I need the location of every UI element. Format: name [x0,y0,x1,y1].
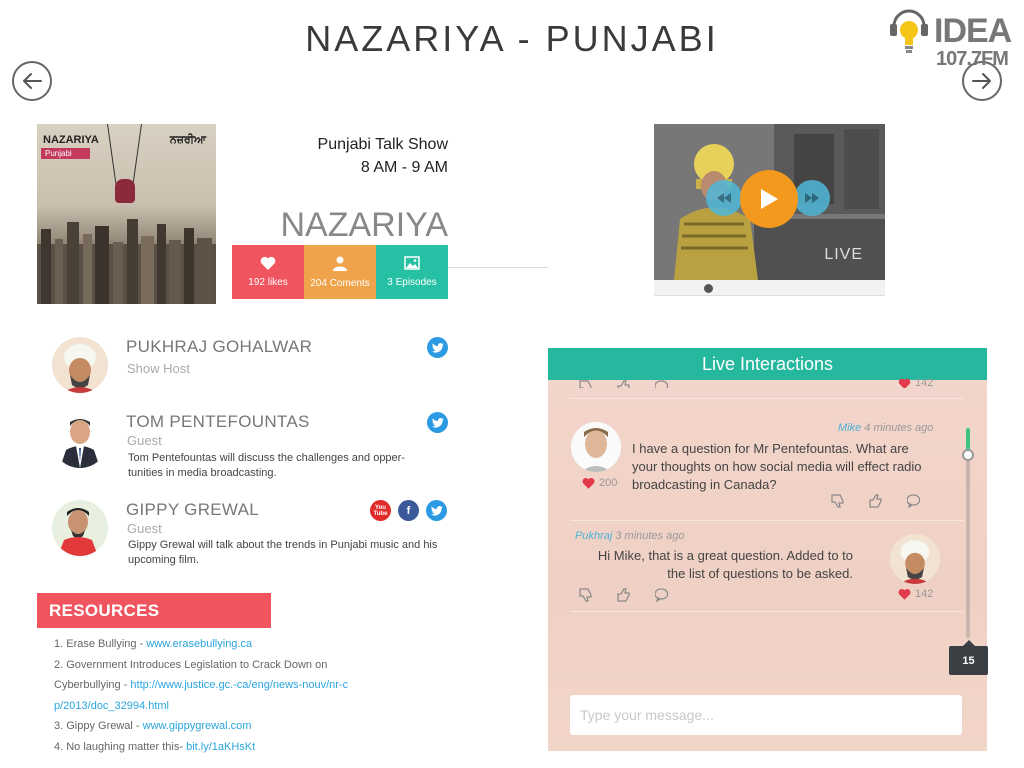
unread-count-badge: 15 [949,646,988,675]
message-avatar [890,534,940,584]
show-name: NAZARIYA [280,206,448,244]
resource-item: 1. Erase Bullying - www.erasebullying.ca [54,638,253,650]
youtube-icon: You Tube [373,504,388,517]
twitter-icon [432,343,444,353]
logo-text: IDEA [934,12,1012,50]
likes-button[interactable] [232,245,304,299]
twitter-button[interactable] [427,412,448,433]
message-actions [830,494,922,508]
avatar [52,412,108,468]
person-guest-2 [52,500,448,570]
divider [448,267,548,268]
video-progress-bar[interactable] [654,280,885,296]
twitter-button[interactable] [427,337,448,358]
comments-button[interactable] [304,245,376,299]
facebook-button[interactable] [398,500,419,521]
arrow-left-icon [21,70,43,92]
like-button[interactable] [616,380,632,388]
comment-icon [907,494,921,508]
play-icon [759,188,779,210]
message-text: I have a question for Mr Pentefountas. What are your thoughts on how social media will effect radio broadcasting in Canada? [632,441,922,492]
message-likes[interactable] [898,588,933,600]
resource-link[interactable]: bit.ly/1aKHsKt [186,740,256,753]
image-icon [404,256,420,270]
album-title: NAZARIYA [43,134,99,146]
message-likes[interactable] [582,477,617,489]
host-avatar-image [52,337,108,393]
comment-icon [655,380,669,388]
message-avatar [571,422,621,472]
guest-avatar-image [52,500,108,556]
message-separator [570,611,964,612]
resource-link[interactable]: www.gippygrewal.com [142,720,252,732]
reply-button[interactable] [654,588,670,602]
heart-icon [898,378,911,388]
message-likes: 142 [898,378,933,388]
heart-icon [260,256,276,270]
thumbs-up-icon [617,588,631,602]
like-count: 142 [915,588,934,600]
chat-scrollbar[interactable] [966,428,970,638]
twitter-icon [431,506,443,516]
episodes-button[interactable] [376,245,448,299]
episodes-count: 3 Episodes [387,277,437,288]
message-actions [578,588,670,602]
like-count: 200 [599,477,618,489]
rewind-button[interactable] [706,180,742,216]
person-role: Guest [127,433,162,448]
dislike-button[interactable] [578,588,594,602]
heart-icon [898,588,911,600]
message-text: Hi Mike, that is a great question. Added to to the list of questions to be asked. [597,548,853,581]
resource-item: 3. Gippy Grewal - www.gippygrewal.com [54,720,252,732]
fast-forward-button[interactable] [794,180,830,216]
person-host [52,337,448,393]
resource-item: 4. No laughing matter this- bit.ly/1aKHsKt [54,740,256,753]
reply-button[interactable] [906,494,922,508]
live-interactions-panel [548,348,987,751]
like-button[interactable] [616,588,632,602]
thumbs-down-icon [579,588,593,602]
resource-link[interactable]: http://www.justice.gc.-ca/eng/news-nouv/nr-cp/2013/doc_32994.html [54,679,349,712]
city-skyline-image [37,204,216,304]
person-guest-1 [52,412,448,479]
user-icon [333,256,347,271]
arrow-right-icon [971,70,993,92]
mike-avatar-image [571,422,621,472]
album-title-punjabi: ਨਜ਼ਰੀਆ [169,134,206,146]
person-name: GIPPY GREWAL [126,500,260,519]
live-label: LIVE [824,246,863,263]
message-actions [578,380,670,388]
message-meta [575,530,684,542]
resources-list [54,634,354,757]
pukhraj-avatar-image [890,534,940,584]
thumbs-down-icon [579,380,593,388]
message-time: 4 minutes ago [864,422,934,434]
message-time: 3 minutes ago [615,530,685,542]
like-button[interactable] [868,494,884,508]
resource-item: 2. Government Introduces Legislation to Crack Down on Cyberbullying - http://www.justice.gc.-ca/eng/news-nouv/nr-cp/2013/doc_32994.html [54,658,349,712]
show-stats [232,245,448,299]
person-name: TOM PENTEFOUNTAS [126,412,310,431]
twitter-icon [432,418,444,428]
person-role: Show Host [127,361,190,376]
thumbs-up-icon [869,494,883,508]
video-progress-knob[interactable] [704,284,713,293]
avatar [52,337,108,393]
station-logo [884,2,1020,72]
person-name: PUKHRAJ GOHALWAR [126,337,313,356]
fast-forward-icon [805,193,819,203]
message-author: Pukhraj [575,530,613,542]
person-description: Tom Pentefountas will discuss the challenges and opper-tunities in media broadcasting. [128,452,405,479]
rewind-icon [717,193,731,203]
person-role: Guest [127,521,162,536]
heart-icon [582,477,595,489]
facebook-icon: f [406,504,411,517]
message-separator [570,520,964,521]
guest-avatar-image [52,412,108,468]
reply-button[interactable] [654,380,670,388]
dislike-button[interactable] [578,380,594,388]
message-input[interactable] [570,695,962,735]
play-button[interactable] [740,170,798,228]
logo-frequency: 107.7FM [936,48,1008,70]
live-interactions-header: Live Interactions [548,348,987,380]
comment-icon [655,588,669,602]
scroll-handle[interactable] [962,449,974,461]
show-info [250,133,448,179]
back-button[interactable] [12,61,52,101]
girl-on-swing-image [115,179,135,203]
likes-count: 192 likes [248,277,288,288]
page-title: NAZARIYA - PUNJABI [305,18,719,59]
message-separator [570,398,964,399]
resources-header: RESOURCES [37,593,271,628]
lightbulb-headphones-icon [888,4,930,60]
message-meta [838,422,933,434]
avatar [52,500,108,556]
show-time: 8 AM - 9 AM [360,159,448,176]
show-album-art [37,124,216,304]
youtube-button[interactable] [370,500,391,521]
video-player[interactable] [654,124,885,280]
thumbs-up-icon [617,380,631,388]
message-author: Mike [838,422,862,434]
show-type: Punjabi Talk Show [317,136,448,153]
thumbs-down-icon [831,494,845,508]
person-description: Gippy Grewal will talk about the trends in Punjabi music and his upcoming film. [128,539,438,566]
twitter-button[interactable] [426,500,447,521]
dislike-button[interactable] [830,494,846,508]
comments-count: 204 Coments [310,277,370,289]
album-subtitle: Punjabi [41,148,90,159]
resource-link[interactable]: www.erasebullying.ca [146,638,253,650]
